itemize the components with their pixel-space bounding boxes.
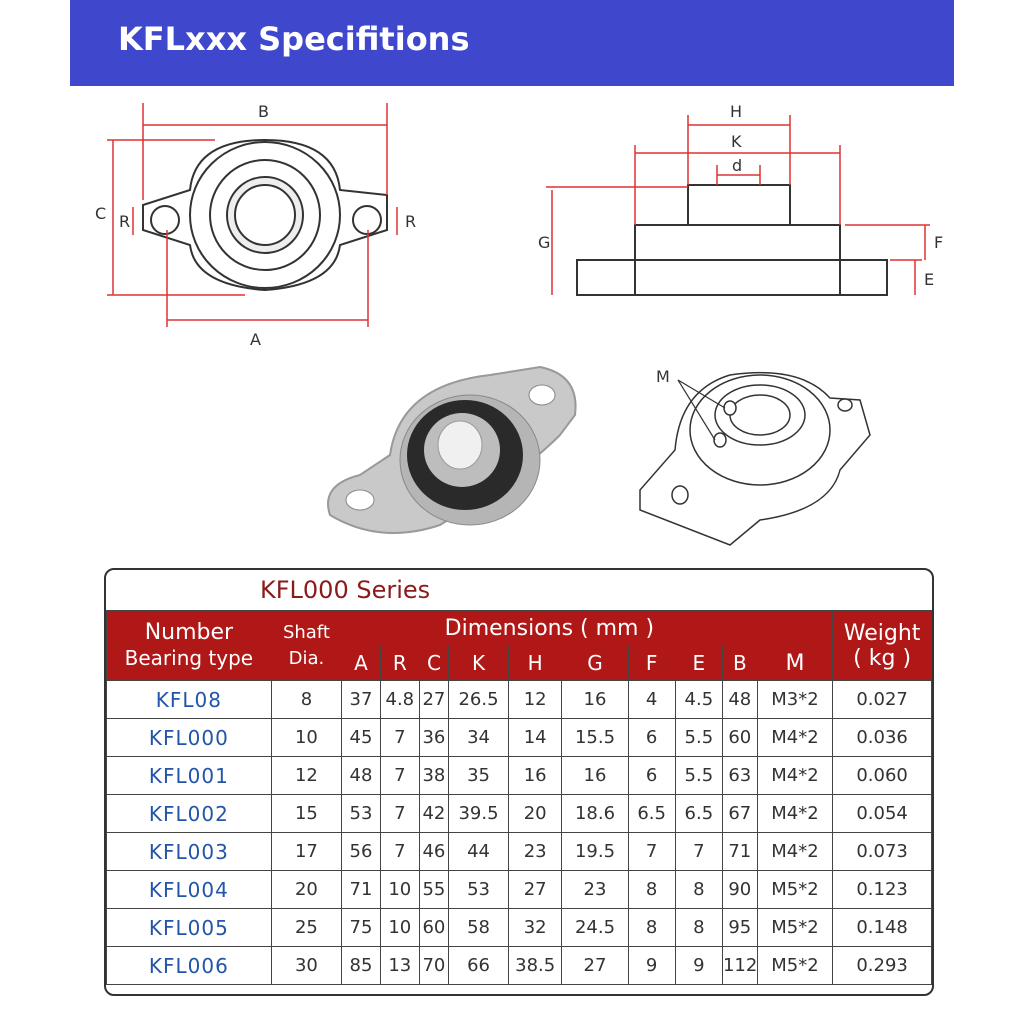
header-dimensions: Dimensions ( mm ) xyxy=(342,611,758,646)
table-cell: 66 xyxy=(449,947,509,985)
header-weight xyxy=(833,611,932,681)
header-dim-G: G xyxy=(562,646,628,681)
bearing-model-cell: KFL005 xyxy=(107,909,272,947)
table-cell: 39.5 xyxy=(449,795,509,833)
table-cell: 23 xyxy=(562,871,628,909)
header-m: M xyxy=(757,611,833,681)
side-view-drawing xyxy=(530,95,960,305)
table-cell: 20 xyxy=(508,795,562,833)
label-R-left: R xyxy=(119,212,131,231)
table-cell: 0.060 xyxy=(833,757,932,795)
label-K: K xyxy=(731,132,742,151)
table-cell: 5.5 xyxy=(675,757,722,795)
table-cell: 70 xyxy=(419,947,448,985)
table-cell: 12 xyxy=(271,757,341,795)
table-cell: 0.036 xyxy=(833,719,932,757)
table-cell: 20 xyxy=(271,871,341,909)
header-dim-C: C xyxy=(419,646,448,681)
table-cell: 60 xyxy=(722,719,757,757)
table-cell: 26.5 xyxy=(449,681,509,719)
table-cell: 95 xyxy=(722,909,757,947)
table-cell: 16 xyxy=(508,757,562,795)
table-cell: 75 xyxy=(342,909,381,947)
table-cell: M5*2 xyxy=(757,909,833,947)
table-cell: M4*2 xyxy=(757,719,833,757)
bearing-model-cell: KFL003 xyxy=(107,833,272,871)
table-cell: 4.8 xyxy=(380,681,419,719)
table-cell: 90 xyxy=(722,871,757,909)
table-cell: 53 xyxy=(449,871,509,909)
table-cell: 7 xyxy=(675,833,722,871)
table-cell: 7 xyxy=(380,833,419,871)
table-row xyxy=(107,909,932,947)
table-cell: 8 xyxy=(628,909,675,947)
table-cell: 9 xyxy=(628,947,675,985)
table-cell: 23 xyxy=(508,833,562,871)
header-shaft-line2: Dia. xyxy=(288,647,325,669)
table-cell: 8 xyxy=(675,909,722,947)
table-cell: 58 xyxy=(449,909,509,947)
table-cell: 55 xyxy=(419,871,448,909)
label-B: B xyxy=(258,102,269,121)
bearing-model-cell: KFL006 xyxy=(107,947,272,985)
table-cell: 37 xyxy=(342,681,381,719)
table-cell: 9 xyxy=(675,947,722,985)
table-cell: 7 xyxy=(628,833,675,871)
table-cell: 7 xyxy=(380,757,419,795)
table-cell: 38 xyxy=(419,757,448,795)
header-dim-B: B xyxy=(722,646,757,681)
bearing-model-cell: KFL001 xyxy=(107,757,272,795)
label-C: C xyxy=(95,204,107,223)
table-row xyxy=(107,719,932,757)
isometric-drawing xyxy=(630,360,880,545)
bearing-model-cell: KFL08 xyxy=(107,681,272,719)
header-number-line2: Bearing type xyxy=(124,646,254,670)
table-cell: 71 xyxy=(342,871,381,909)
table-row xyxy=(107,833,932,871)
table-cell: 15 xyxy=(271,795,341,833)
label-H: H xyxy=(730,102,743,121)
front-view-drawing xyxy=(95,95,415,355)
header-shaft xyxy=(271,611,341,681)
table-cell: 42 xyxy=(419,795,448,833)
title-banner xyxy=(70,0,954,86)
table-cell: 0.123 xyxy=(833,871,932,909)
table-cell: 15.5 xyxy=(562,719,628,757)
table-cell: 17 xyxy=(271,833,341,871)
table-cell: 44 xyxy=(449,833,509,871)
table-cell: 27 xyxy=(419,681,448,719)
table-cell: 32 xyxy=(508,909,562,947)
table-cell: 13 xyxy=(380,947,419,985)
table-cell: 0.073 xyxy=(833,833,932,871)
header-dim-A: A xyxy=(342,646,381,681)
table-cell: 16 xyxy=(562,757,628,795)
table-cell: 10 xyxy=(380,909,419,947)
table-cell: 27 xyxy=(562,947,628,985)
table-cell: 16 xyxy=(562,681,628,719)
spec-table xyxy=(106,610,932,985)
table-cell: 67 xyxy=(722,795,757,833)
table-cell: 112 xyxy=(722,947,757,985)
table-cell: 6 xyxy=(628,757,675,795)
bearing-model-cell: KFL004 xyxy=(107,871,272,909)
page-title: KFLxxx Specifitions xyxy=(118,20,470,58)
table-cell: 8 xyxy=(628,871,675,909)
bearing-model-cell: KFL000 xyxy=(107,719,272,757)
table-cell: 8 xyxy=(271,681,341,719)
table-row xyxy=(107,947,932,985)
table-cell: 60 xyxy=(419,909,448,947)
table-cell: 5.5 xyxy=(675,719,722,757)
label-A: A xyxy=(250,330,261,349)
table-cell: 36 xyxy=(419,719,448,757)
table-row xyxy=(107,871,932,909)
table-cell: 34 xyxy=(449,719,509,757)
spec-table-panel xyxy=(104,568,934,996)
table-cell: M5*2 xyxy=(757,947,833,985)
label-d: d xyxy=(732,156,743,175)
bearing-photo xyxy=(320,355,590,545)
header-dim-H: H xyxy=(508,646,562,681)
table-cell: 6.5 xyxy=(628,795,675,833)
table-cell: 8 xyxy=(675,871,722,909)
header-shaft-line1: Shaft xyxy=(282,621,330,643)
table-row xyxy=(107,795,932,833)
table-cell: 0.148 xyxy=(833,909,932,947)
table-cell: 12 xyxy=(508,681,562,719)
table-cell: 35 xyxy=(449,757,509,795)
table-cell: 10 xyxy=(380,871,419,909)
table-cell: M5*2 xyxy=(757,871,833,909)
label-R-right: R xyxy=(405,212,417,231)
header-weight-line2: ( kg ) xyxy=(853,645,912,671)
header-number-line1: Number xyxy=(144,620,234,645)
series-title: KFL000 Series xyxy=(260,576,431,604)
label-F: F xyxy=(934,233,944,252)
table-cell: 0.054 xyxy=(833,795,932,833)
label-M: M xyxy=(656,367,670,386)
table-cell: 7 xyxy=(380,795,419,833)
table-cell: 6 xyxy=(628,719,675,757)
header-dim-E: E xyxy=(675,646,722,681)
header-dim-K: K xyxy=(449,646,509,681)
table-cell: M4*2 xyxy=(757,757,833,795)
table-cell: 48 xyxy=(342,757,381,795)
label-E: E xyxy=(924,270,935,289)
table-row xyxy=(107,681,932,719)
table-cell: 38.5 xyxy=(508,947,562,985)
table-cell: 18.6 xyxy=(562,795,628,833)
table-cell: 53 xyxy=(342,795,381,833)
table-cell: 85 xyxy=(342,947,381,985)
table-cell: 10 xyxy=(271,719,341,757)
table-cell: 6.5 xyxy=(675,795,722,833)
header-number xyxy=(107,611,272,681)
table-cell: 24.5 xyxy=(562,909,628,947)
table-cell: M4*2 xyxy=(757,795,833,833)
header-weight-line1: Weight xyxy=(843,620,921,646)
header-dim-F: F xyxy=(628,646,675,681)
table-cell: 4 xyxy=(628,681,675,719)
table-cell: 56 xyxy=(342,833,381,871)
table-cell: M3*2 xyxy=(757,681,833,719)
table-cell: 7 xyxy=(380,719,419,757)
table-cell: 0.027 xyxy=(833,681,932,719)
label-G: G xyxy=(538,233,551,252)
table-cell: 71 xyxy=(722,833,757,871)
header-dim-R: R xyxy=(380,646,419,681)
table-cell: 48 xyxy=(722,681,757,719)
table-cell: 45 xyxy=(342,719,381,757)
table-cell: 19.5 xyxy=(562,833,628,871)
table-cell: 14 xyxy=(508,719,562,757)
table-cell: M4*2 xyxy=(757,833,833,871)
table-cell: 30 xyxy=(271,947,341,985)
bearing-model-cell: KFL002 xyxy=(107,795,272,833)
table-cell: 25 xyxy=(271,909,341,947)
table-cell: 46 xyxy=(419,833,448,871)
table-cell: 4.5 xyxy=(675,681,722,719)
table-cell: 27 xyxy=(508,871,562,909)
table-cell: 0.293 xyxy=(833,947,932,985)
table-row xyxy=(107,757,932,795)
table-cell: 63 xyxy=(722,757,757,795)
